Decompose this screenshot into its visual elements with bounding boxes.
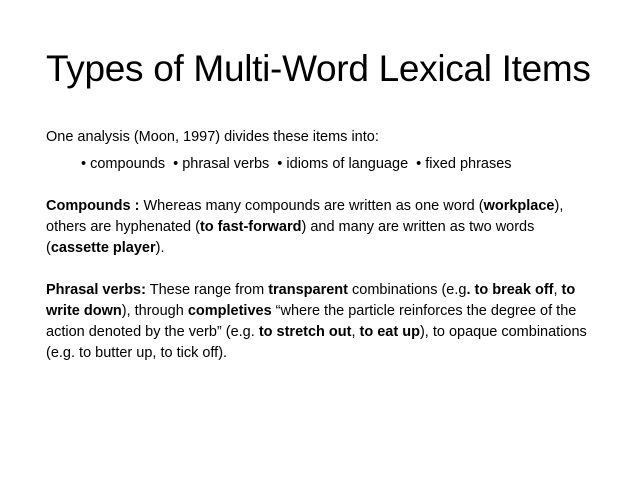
list-item: • idioms of language [277,156,408,172]
example-term: . to break off [466,282,554,298]
phrasal-text: , [351,324,360,340]
compounds-text: Whereas many compounds are written as one word ( [139,198,484,214]
list-item: • phrasal verbs [173,156,269,172]
intro-text: One analysis (Moon, 1997) divides these items into: [46,129,379,145]
example-term: to stretch out [258,324,352,340]
key-term: transparent [268,282,348,298]
phrasal-text: ), through [121,303,188,319]
phrasal-text: , [553,282,562,298]
list-item: • compounds [81,156,165,172]
example-term: to write down [46,282,576,319]
phrasal-verbs-paragraph [46,280,594,364]
compounds-text: ). [155,240,165,256]
example-term: to fast-forward [199,219,302,235]
phrasal-verbs-heading: Phrasal verbs: [46,282,146,298]
list-item: • fixed phrases [416,156,511,172]
compounds-paragraph [46,196,594,259]
compounds-text: ) and many are written as two words ( [46,219,535,256]
example-term: to eat up [359,324,420,340]
item-type-list [81,154,594,175]
slide-title: Types of Multi-Word Lexical Items [46,48,591,89]
slide-body [46,127,594,364]
phrasal-text: These range from [145,282,269,298]
phrasal-text: ), to opaque combinations (e.g. to butter up, to tick off). [46,324,587,361]
phrasal-text: “where the particle reinforces the degree of the action denoted by the verb” (e.g. [46,303,577,340]
compounds-heading: Compounds : [46,198,140,214]
example-term: cassette player [50,240,156,256]
example-term: workplace [483,198,555,214]
phrasal-text: combinations (e.g [347,282,467,298]
key-term: completives [187,303,272,319]
compounds-text: ), others are hyphenated ( [46,198,564,235]
